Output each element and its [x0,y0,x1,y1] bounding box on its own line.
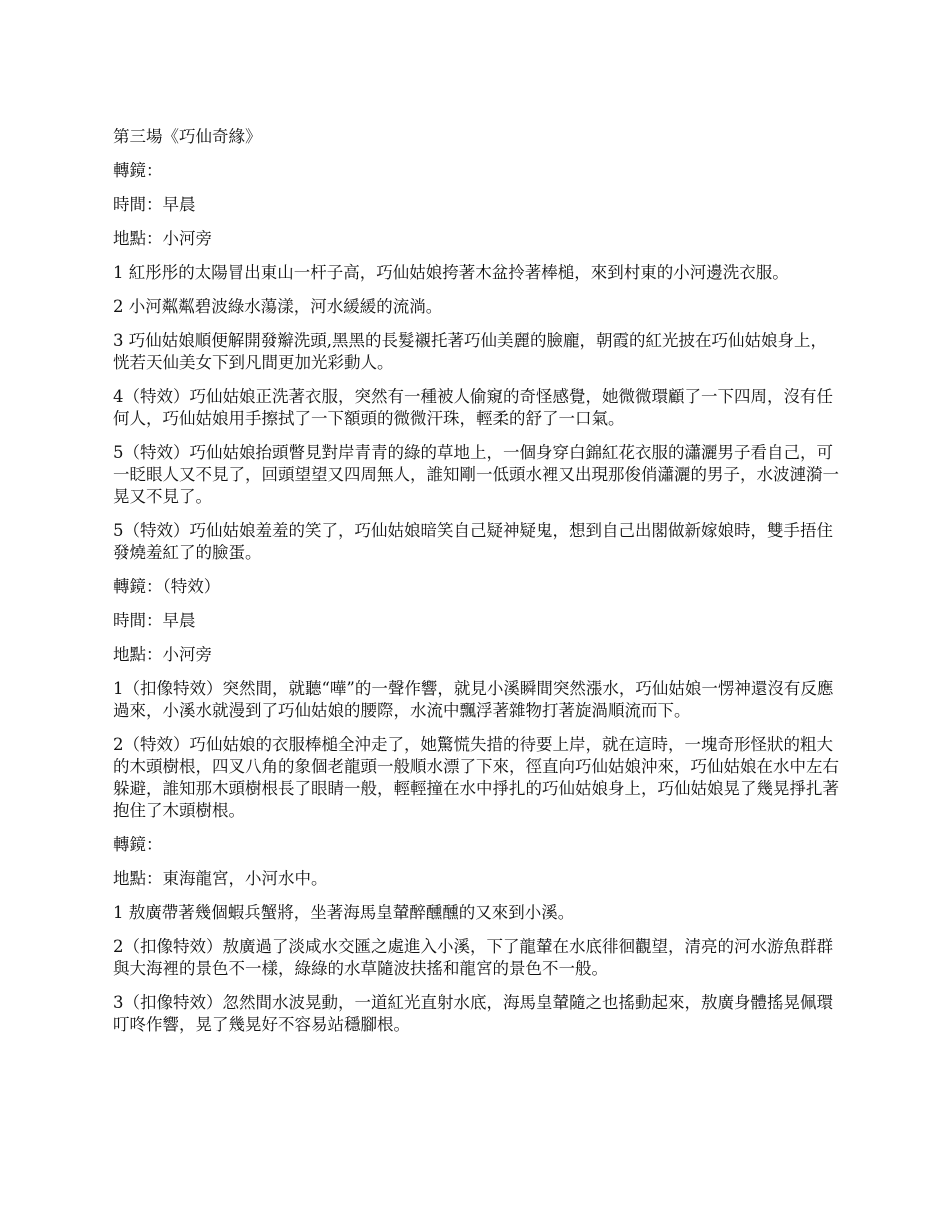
shot-paragraph: 1（扣像特效）突然間，就聽“嘩”的一聲作響，就見小溪瞬間突然漲水，巧仙姑娘一愣神還沒有反應過來，小溪水就漫到了巧仙姑娘的腰際，水流中飄浮著雜物打著旋渦順流而下。 [113,679,834,720]
shot-paragraph: 3（扣像特效）忽然間水波晃動，一道紅光直射水底，海馬皇輦隨之也搖動起來，敖廣身體搖晃佩環叮咚作響，晃了幾晃好不容易站穩腳根。 [113,993,833,1034]
shot-paragraph: 5（特效）巧仙姑娘抬頭瞥見對岸青青的綠的草地上，一個身穿白錦紅花衣服的瀟灑男子看自己，可一眨眼人又不見了，回頭望望又四周無人，誰知剛一低頭水裡又出現那俊俏瀟灑的男子，水波漣漪一晃又不見了。 [113,443,839,506]
shot-paragraph: 1 紅彤彤的太陽冒出東山一杆子高，巧仙姑娘挎著木盆拎著棒槌，來到村東的小河邊洗衣服。 [113,263,789,282]
transition-label: 轉鏡： [113,835,163,854]
time-line: 時間：早晨 [113,611,196,630]
location-line: 地點：小河旁 [113,645,212,664]
shot-paragraph: 3 巧仙姑娘順便解開發辮洗頭,黑黑的長髮襯托著巧仙美麗的臉龐，朝霞的紅光披在巧仙姑娘身上，恍若天仙美女下到凡間更加光彩動人。 [113,331,827,372]
scene-title: 第三場《巧仙奇緣》 [113,127,262,146]
location-line: 地點：小河旁 [113,229,212,248]
document-page [113,126,841,1048]
transition-label: 轉鏡： [113,161,163,180]
location-line: 地點：東海龍宮，小河水中。 [113,869,328,888]
shot-paragraph: 2（扣像特效）敖廣過了淡咸水交匯之處進入小溪，下了龍輦在水底徘徊觀望，清亮的河水游魚群群與大海裡的景色不一樣，綠綠的水草隨波扶搖和龍宮的景色不一般。 [113,937,833,978]
shot-paragraph: 4（特效）巧仙姑娘正洗著衣服，突然有一種被人偷窺的奇怪感覺，她微微環顧了一下四周，沒有任何人，巧仙姑娘用手擦拭了一下額頭的微微汗珠，輕柔的舒了一口氣。 [113,387,833,428]
shot-paragraph: 2（特效）巧仙姑娘的衣服棒槌全沖走了，她驚慌失措的待要上岸，就在這時，一塊奇形怪狀的粗大的木頭樹根，四叉八角的象個老龍頭一般順水漂了下來，徑直向巧仙姑娘沖來，巧仙姑娘在水中左右躲避，誰知那木頭樹根長了眼睛一般，輕輕撞在水中掙扎的巧仙姑娘身上，巧仙姑娘晃了幾晃掙扎著抱住了木頭樹根。 [113,735,839,820]
shot-paragraph: 1 敖廣帶著幾個蝦兵蟹將，坐著海馬皇輦醉醺醺的又來到小溪。 [113,903,575,922]
shot-paragraph: 2 小河粼粼碧波綠水蕩漾，河水緩緩的流淌。 [113,297,443,316]
time-line: 時間：早晨 [113,195,196,214]
transition-label: 轉鏡：（特效） [113,577,221,596]
shot-paragraph: 5（特效）巧仙姑娘羞羞的笑了，巧仙姑娘暗笑自己疑神疑鬼，想到自己出閣做新嫁娘時，雙手捂住發燒羞紅了的臉蛋。 [113,521,833,562]
